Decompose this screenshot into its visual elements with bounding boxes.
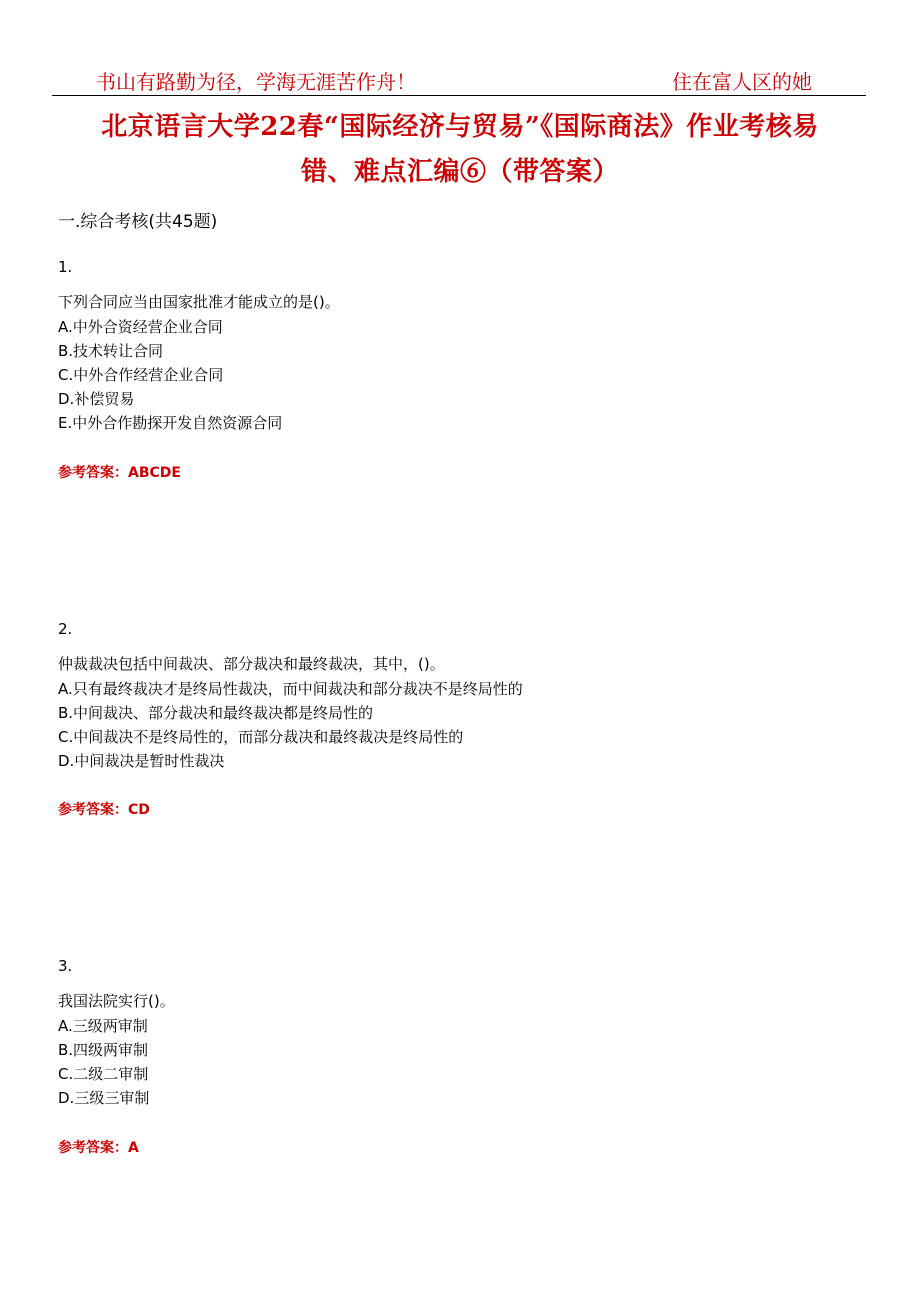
question-1-option-e: E.中外合作勘探开发自然资源合同 <box>58 414 283 432</box>
question-3-option-b: B.四级两审制 <box>58 1041 149 1059</box>
question-1-option-a: A.中外合资经营企业合同 <box>58 318 223 336</box>
document-title-line-2: 错、难点汇编⑥（带答案） <box>300 157 619 187</box>
question-3-option-a: A.三级两审制 <box>58 1017 148 1035</box>
question-2-option-a: A.只有最终裁决才是终局性裁决，而中间裁决和部分裁决不是终局性的 <box>58 680 523 698</box>
header-divider <box>52 95 866 96</box>
document-title-line-1: 北京语言大学22春“国际经济与贸易”《国际商法》作业考核易 <box>101 112 819 142</box>
question-1-option-b: B.技术转让合同 <box>58 342 164 360</box>
question-1-answer: 参考答案：ABCDE <box>58 465 181 481</box>
question-2-option-b: B.中间裁决、部分裁决和最终裁决都是终局性的 <box>58 704 374 722</box>
question-1-number: 1. <box>58 258 73 276</box>
question-2-option-d: D.中间裁决是暂时性裁决 <box>58 752 225 770</box>
question-3-stem: 我国法院实行()。 <box>58 992 175 1010</box>
header-author: 住在富人区的她 <box>672 70 812 94</box>
question-1-stem: 下列合同应当由国家批准才能成立的是()。 <box>58 293 340 311</box>
question-3-option-c: C.二级二审制 <box>58 1065 149 1083</box>
question-3-option-d: D.三级三审制 <box>58 1089 150 1107</box>
section-heading: 一.综合考核(共45题) <box>58 212 218 232</box>
question-3-number: 3. <box>58 957 73 975</box>
question-2-stem: 仲裁裁决包括中间裁决、部分裁决和最终裁决，其中，()。 <box>58 655 445 673</box>
question-1-option-c: C.中外合作经营企业合同 <box>58 366 224 384</box>
question-2-number: 2. <box>58 620 73 638</box>
question-1-option-d: D.补偿贸易 <box>58 390 135 408</box>
question-2-option-c: C.中间裁决不是终局性的，而部分裁决和最终裁决是终局性的 <box>58 728 464 746</box>
header-motto: 书山有路勤为径，学海无涯苦作舟！ <box>96 70 416 94</box>
question-2-answer: 参考答案：CD <box>58 802 150 818</box>
question-3-answer: 参考答案：A <box>58 1140 139 1156</box>
